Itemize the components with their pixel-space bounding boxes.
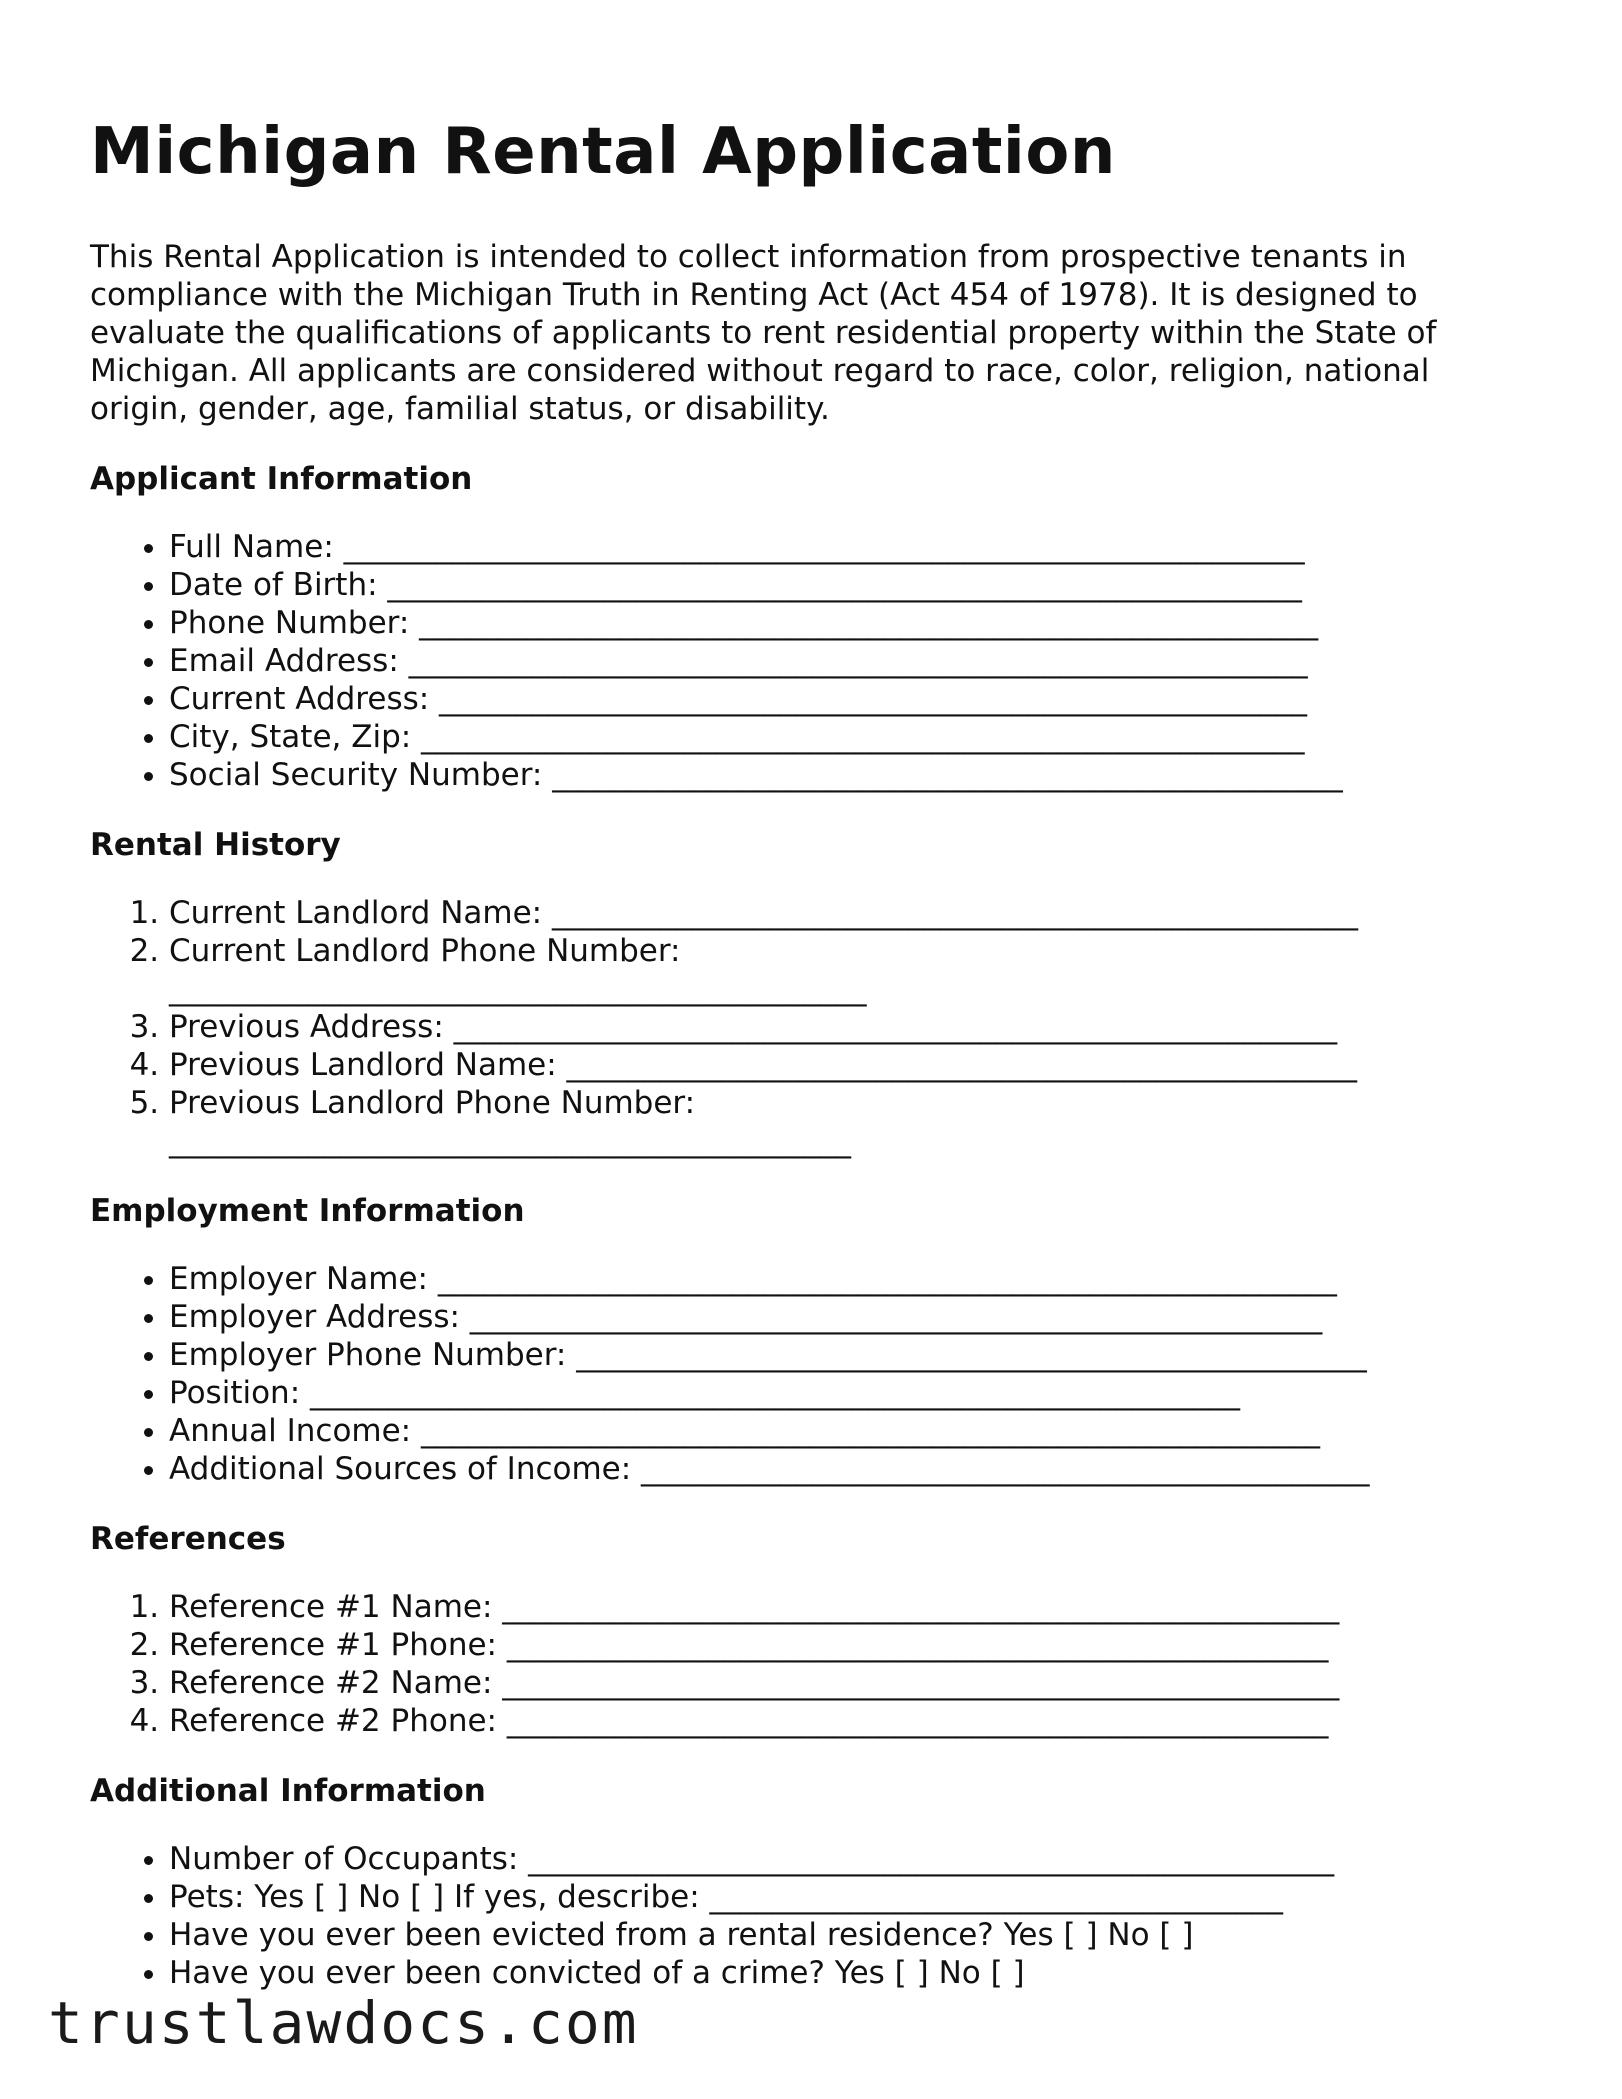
field-full-name: • Full Name: ______________________________________________________________ — [169, 528, 1550, 566]
field-previous-address: 3. Previous Address: _________________________________________________________ — [169, 1008, 1550, 1046]
applicant-list — [90, 528, 1550, 794]
references-list — [90, 1588, 1550, 1740]
field-number-of-occupants: • Number of Occupants: ____________________________________________________ — [169, 1840, 1550, 1878]
field-annual-income: • Annual Income: __________________________________________________________ — [169, 1412, 1550, 1450]
watermark-text: trustlawdocs.com — [48, 1989, 639, 2057]
section-heading-employment: Employment Information — [90, 1193, 525, 1229]
section-heading-applicant: Applicant Information — [90, 461, 473, 497]
section-heading-references: References — [90, 1521, 286, 1557]
rental-list — [90, 894, 1550, 1160]
field-pets: • Pets: Yes [ ] No [ ] If yes, describe: _____________________________________ — [169, 1878, 1550, 1916]
field-previous-landlord-phone: 5. Previous Landlord Phone Number: ____________________________________________ — [169, 1084, 1550, 1160]
field-date-of-birth: • Date of Birth: ___________________________________________________________ — [169, 566, 1550, 604]
field-additional-income: • Additional Sources of Income: _______________________________________________ — [169, 1450, 1550, 1488]
field-ssn: • Social Security Number: ___________________________________________________ — [169, 756, 1550, 794]
field-reference-1-phone: 2. Reference #1 Phone: _____________________________________________________ — [169, 1626, 1550, 1664]
field-reference-2-phone: 4. Reference #2 Phone: _____________________________________________________ — [169, 1702, 1550, 1740]
field-convicted: • Have you ever been convicted of a crime? Yes [ ] No [ ] — [169, 1954, 1550, 1992]
field-reference-1-name: 1. Reference #1 Name: ______________________________________________________ — [169, 1588, 1550, 1626]
field-employer-name: • Employer Name: __________________________________________________________ — [169, 1260, 1550, 1298]
document-title: Michigan Rental Application — [90, 115, 1116, 189]
additional-list — [90, 1840, 1550, 1992]
employment-list — [90, 1260, 1550, 1488]
field-evicted: • Have you ever been evicted from a rental residence? Yes [ ] No [ ] — [169, 1916, 1550, 1954]
field-current-landlord-name: 1. Current Landlord Name: ____________________________________________________ — [169, 894, 1550, 932]
field-employer-phone: • Employer Phone Number: ___________________________________________________ — [169, 1336, 1550, 1374]
section-heading-additional: Additional Information — [90, 1773, 486, 1809]
field-email-address: • Email Address: __________________________________________________________ — [169, 642, 1550, 680]
field-city-state-zip: • City, State, Zip: _________________________________________________________ — [169, 718, 1550, 756]
field-position: • Position: ____________________________________________________________ — [169, 1374, 1550, 1412]
field-employer-address: • Employer Address: _______________________________________________________ — [169, 1298, 1550, 1336]
field-current-address: • Current Address: ________________________________________________________ — [169, 680, 1550, 718]
intro-paragraph: This Rental Application is intended to collect information from prospective tenants in compliance with the Michigan Truth in Renting Act (Act 454 of 1978). It is designed to evaluate the qualifications of applicants to rent residential property within the State of Michigan. All applicants are considered without regard to race, color, religion, national origin, gender, age, familial status, or disability. — [90, 239, 1437, 427]
section-heading-rental: Rental History — [90, 827, 341, 863]
field-current-landlord-phone: 2. Current Landlord Phone Number: _____________________________________________ — [169, 932, 1550, 1008]
document-page — [90, 108, 1550, 1992]
field-previous-landlord-name: 4. Previous Landlord Name: ___________________________________________________ — [169, 1046, 1550, 1084]
field-phone-number: • Phone Number: __________________________________________________________ — [169, 604, 1550, 642]
field-reference-2-name: 3. Reference #2 Name: ______________________________________________________ — [169, 1664, 1550, 1702]
